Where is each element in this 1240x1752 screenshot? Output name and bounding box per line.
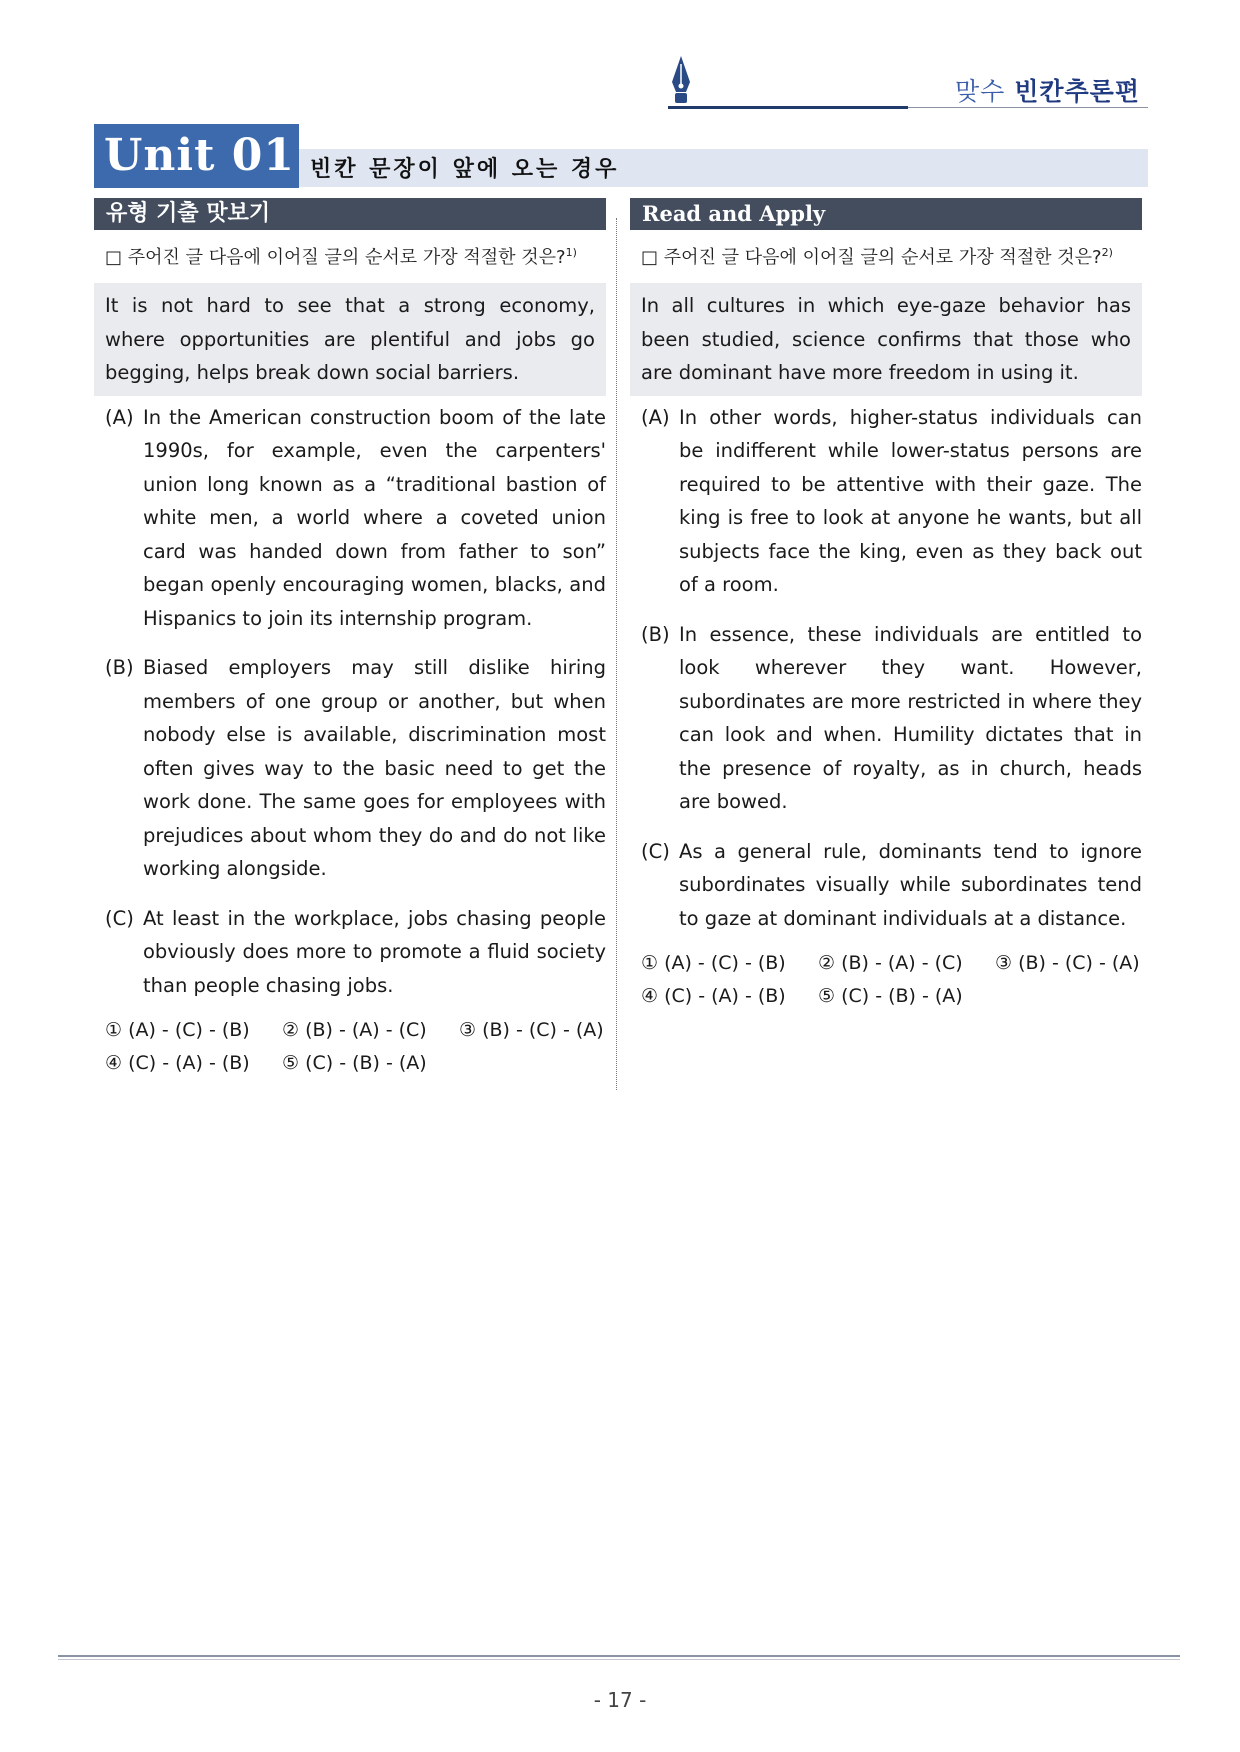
left-paragraph-b: (B) Biased employers may still dislike hiring members of one group or another, but when nobody else is available, discrimination most often gives way to the basic need to get the work done. The same goes for employees with prejudices about whom they do and do not like working alongside. xyxy=(105,656,606,880)
footer-rule xyxy=(58,1655,1180,1657)
right-option-5[interactable]: ⑤ (C) - (B) - (A) xyxy=(818,985,963,1007)
right-option-4[interactable]: ④ (C) - (A) - (B) xyxy=(641,985,786,1007)
unit-label: Unit 01 xyxy=(94,124,299,188)
column-divider xyxy=(616,218,617,1090)
right-answer-options xyxy=(630,947,1142,1013)
left-paragraph-a: (A) In the American construction boom of the late 1990s, for example, even the carpenters' union long known as a “traditional bastion of white men, a world where a coveted union card was handed down from father to son” began openly encouraging women, blacks, and Hispanics to join its internship program. xyxy=(105,405,606,630)
header-rule-dark xyxy=(668,106,908,109)
left-option-4[interactable]: ④ (C) - (A) - (B) xyxy=(105,1052,250,1074)
fountain-pen-logo-icon xyxy=(668,56,694,106)
left-option-1[interactable]: ① (A) - (C) - (B) xyxy=(105,1019,250,1041)
left-answer-options xyxy=(94,1014,606,1080)
right-paragraph-b: (B) In essence, these individuals are entitled to look wherever they want. However, subordinates are more restricted in where they can look and when. Humility dictates that in the presence of royalty, as in church, heads are bowed. xyxy=(641,622,1142,813)
left-column-heading: 유형 기출 맛보기 xyxy=(94,198,606,230)
left-intro-passage: It is not hard to see that a strong economy, where opportunities are plentiful and jobs go begging, helps break down social barriers. xyxy=(94,283,606,396)
left-column xyxy=(94,198,606,1080)
left-question: □ 주어진 글 다음에 이어질 글의 순서로 가장 적절한 것은?$^{1)}$ xyxy=(105,246,577,268)
right-option-3[interactable]: ③ (B) - (C) - (A) xyxy=(995,952,1140,974)
right-paragraph-a: (A) In other words, higher-status individuals can be indifferent while lower-status persons are required to be attentive with their gaze. The king is free to look at anyone he wants, but all subjects face the king, even as they back out of a room. xyxy=(641,405,1142,596)
right-question: □ 주어진 글 다음에 이어질 글의 순서로 가장 적절한 것은?$^{2)}$ xyxy=(641,246,1113,268)
page-number: - 17 - xyxy=(593,1688,647,1712)
right-column-heading: Read and Apply xyxy=(630,198,1142,230)
right-option-2[interactable]: ② (B) - (A) - (C) xyxy=(818,952,963,974)
right-intro-passage: In all cultures in which eye-gaze behavior has been studied, science confirms that those who are dominant have more freedom in using it. xyxy=(630,283,1142,396)
left-option-2[interactable]: ② (B) - (A) - (C) xyxy=(282,1019,427,1041)
footer-rule-light xyxy=(58,1659,1180,1660)
right-column xyxy=(630,198,1142,1013)
left-option-3[interactable]: ③ (B) - (C) - (A) xyxy=(459,1019,604,1041)
left-option-5[interactable]: ⑤ (C) - (B) - (A) xyxy=(282,1052,427,1074)
series-title: 맞수 빈칸추론편 xyxy=(954,77,1140,106)
right-option-1[interactable]: ① (A) - (C) - (B) xyxy=(641,952,786,974)
left-paragraph-c: (C) At least in the workplace, jobs chasing people obviously does more to promote a fluid society than people chasing jobs. xyxy=(105,906,606,997)
unit-subtitle: 빈칸 문장이 앞에 오는 경우 xyxy=(310,157,620,182)
right-paragraph-c: (C) As a general rule, dominants tend to ignore subordinates visually while subordinates tend to gaze at dominant individuals at a distance. xyxy=(641,839,1142,930)
